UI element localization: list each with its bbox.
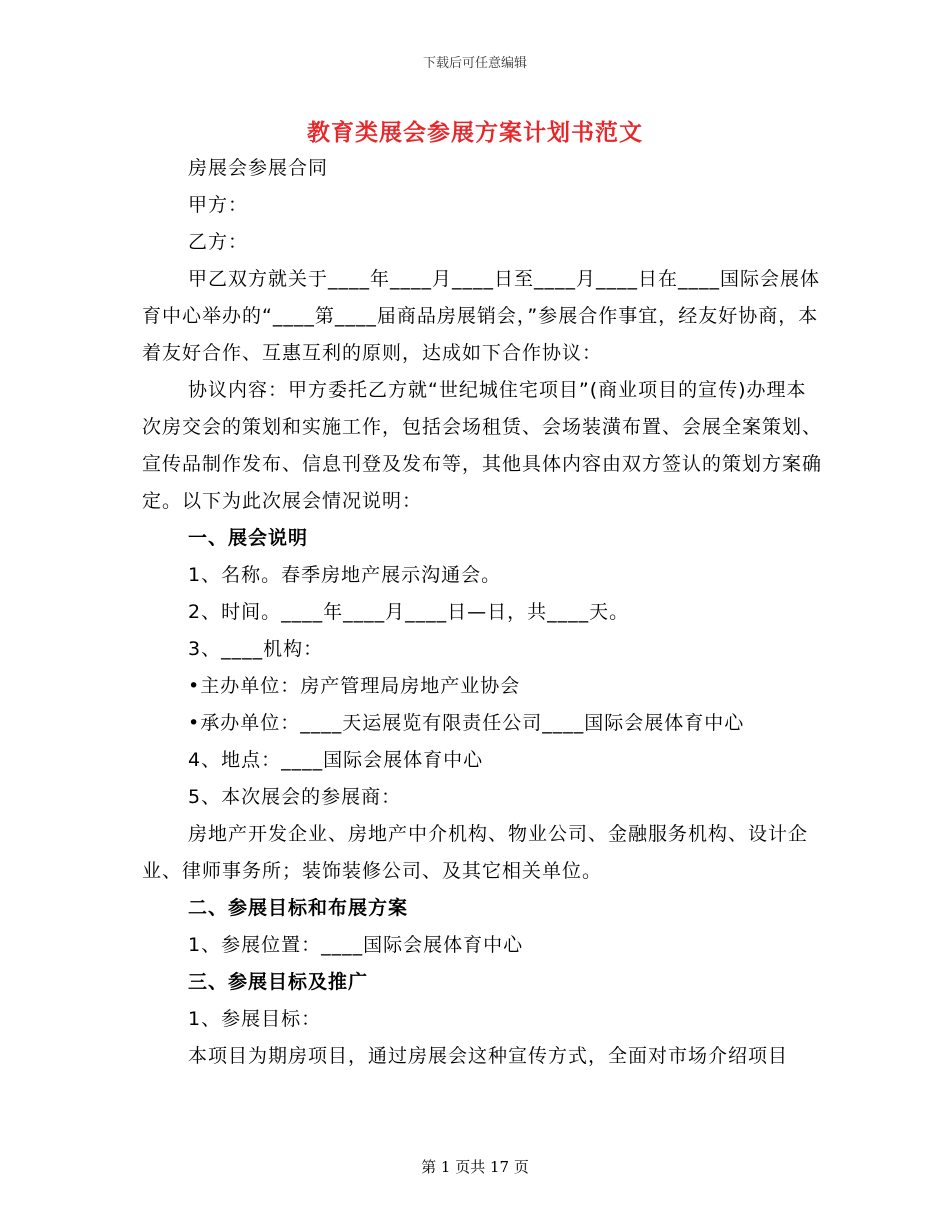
- paragraph: •承办单位：____天运展览有限责任公司____国际会展体育中心: [188, 712, 745, 734]
- paragraph: 甲方：: [188, 194, 249, 216]
- document-body: [142, 150, 822, 1075]
- paragraph: 2、时间。____年____月____日—日，共____天。: [188, 601, 630, 623]
- header-note: 下载后可任意编辑: [422, 56, 527, 71]
- paragraph: 甲乙双方就关于____年____月____日至____月____日在____国际会展体育中心举办的“____第____届商品房展销会，”参展合作事宜，经友好协商，本着友好合作、互惠互利的原则，达成如下合作协议：: [142, 268, 821, 364]
- paragraph: 1、参展目标：: [188, 1008, 322, 1030]
- paragraph: 1、参展位置：____国际会展体育中心: [188, 934, 524, 956]
- paragraph: 房地产开发企业、房地产中介机构、物业公司、金融服务机构、设计企业、律师事务所；装饰装修公司、及其它相关单位。: [142, 823, 809, 882]
- section-heading: 三、参展目标及推广: [188, 971, 369, 993]
- paragraph: 3、____机构：: [188, 638, 324, 660]
- paragraph: 乙方：: [188, 231, 249, 253]
- paragraph: 协议内容：甲方委托乙方就“世纪城住宅项目”(商业项目的宣传)办理本次房交会的策划和实施工作，包括会场租赁、会场装潢布置、会展全案策划、宣传品制作发布、信息刊登及发布等，其他具体内容由双方签认的策划方案确定。以下为此次展会情况说明：: [142, 379, 823, 512]
- section-heading: 一、展会说明: [188, 527, 309, 549]
- paragraph: 5、本次展会的参展商：: [188, 786, 402, 808]
- document-title: 教育类展会参展方案计划书范文: [307, 119, 643, 146]
- paragraph: 1、名称。春季房地产展示沟通会。: [188, 564, 502, 586]
- paragraph: 4、地点：____国际会展体育中心: [188, 749, 484, 771]
- paragraph: 房展会参展合同: [188, 157, 329, 179]
- paragraph: 本项目为期房项目，通过房展会这种宣传方式，全面对市场介绍项目: [188, 1045, 789, 1067]
- page-number: 第 1 页共 17 页: [421, 1158, 529, 1176]
- paragraph: •主办单位：房产管理局房地产业协会: [188, 675, 521, 697]
- section-heading: 二、参展目标和布展方案: [188, 897, 409, 919]
